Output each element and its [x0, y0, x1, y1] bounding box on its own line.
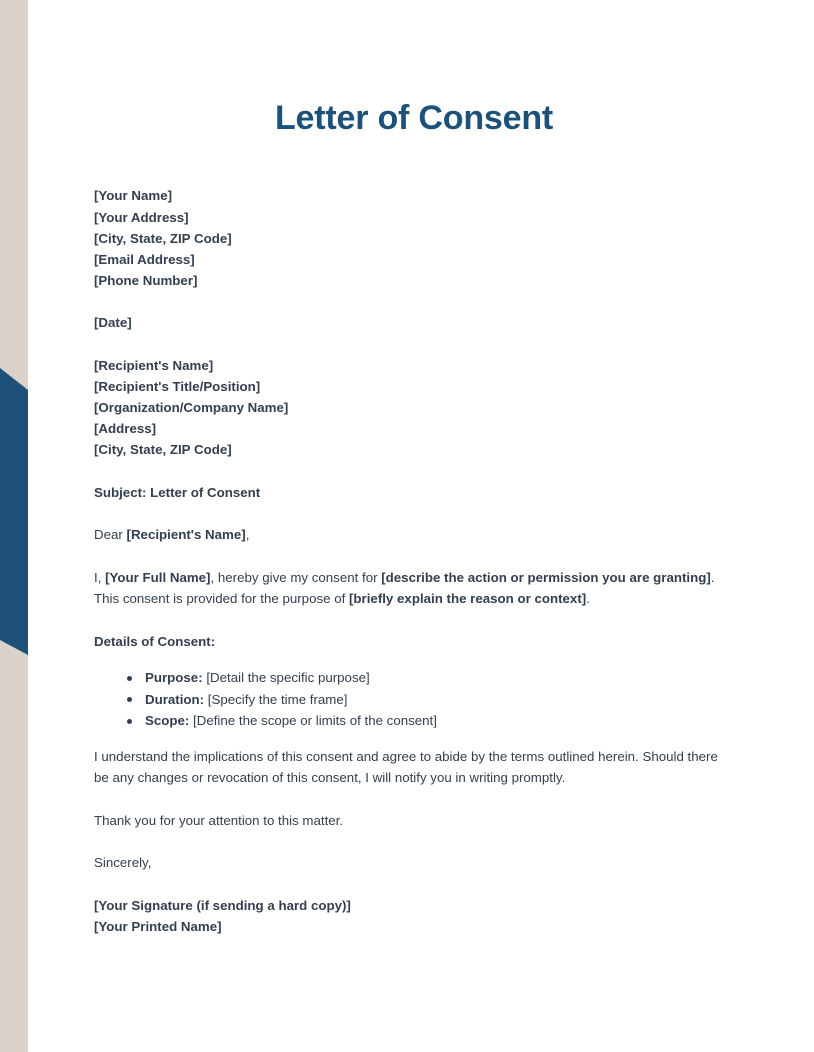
opening-seg1: I,	[94, 569, 106, 585]
spacer	[94, 610, 734, 631]
list-item-value: [Detail the specific purpose]	[206, 670, 370, 686]
sender-line: [Phone Number]	[94, 273, 198, 289]
closing-line: Sincerely,	[94, 855, 152, 871]
left-beige-band	[0, 0, 28, 1052]
document-content	[94, 0, 734, 937]
list-item	[94, 689, 734, 711]
bullet-dot-icon	[127, 697, 132, 702]
spacer	[94, 732, 734, 746]
spacer	[94, 546, 734, 567]
list-item-value: [Define the scope or limits of the consent]	[193, 713, 437, 729]
salutation-lead: Dear	[94, 527, 127, 543]
spacer	[94, 334, 734, 355]
understanding-paragraph: I understand the implications of this consent and agree to abide by the terms outlined herein. Should there be any changes or revocation of this consent, I will notify you in writing promptly.	[94, 748, 718, 786]
bullet-dot-icon	[127, 676, 132, 681]
spacer	[94, 789, 734, 810]
spacer	[94, 461, 734, 482]
opening-action-placeholder: [describe the action or permission you are granting]	[381, 569, 711, 585]
details-list	[94, 667, 734, 732]
sender-line: [Email Address]	[94, 252, 195, 267]
recipient-line: [Organization/Company Name]	[94, 400, 289, 416]
sender-line: [City, State, ZIP Code]	[94, 230, 232, 246]
recipient-line: [Address]	[94, 421, 157, 437]
thanks-paragraph: Thank you for your attention to this matter.	[94, 812, 344, 828]
bullet-dot-icon	[127, 719, 132, 724]
salutation-trail: ,	[245, 527, 250, 543]
recipient-line: [Recipient's Name]	[94, 357, 214, 373]
signature-line: [Your Printed Name]	[94, 918, 222, 934]
opening-reason-placeholder: [briefly explain the reason or context]	[349, 591, 587, 607]
opening-paragraph	[94, 567, 734, 610]
list-item-value: [Specify the time frame]	[207, 691, 348, 707]
salutation-name-placeholder: [Recipient's Name]	[126, 527, 246, 543]
recipient-line: [City, State, ZIP Code]	[94, 442, 232, 458]
sender-line: [Your Address]	[94, 209, 189, 225]
list-item	[94, 667, 734, 689]
sender-line: [Your Name]	[94, 188, 173, 204]
opening-full-name-placeholder: [Your Full Name]	[105, 569, 211, 585]
spacer	[94, 874, 734, 895]
signature-line: [Your Signature (if sending a hard copy)]	[94, 897, 351, 913]
recipient-address-block	[94, 355, 734, 461]
spacer	[94, 652, 734, 667]
opening-seg3: , hereby give my consent for	[210, 569, 382, 585]
spacer	[94, 291, 734, 312]
list-item-label: Duration:	[145, 691, 205, 707]
subject-line: Subject: Letter of Consent	[94, 484, 261, 500]
list-item-label: Scope:	[145, 713, 190, 729]
spacer	[94, 503, 734, 524]
spacer	[94, 831, 734, 852]
date-line: [Date]	[94, 315, 132, 331]
sender-address-block	[94, 185, 734, 291]
list-item-label: Purpose:	[145, 670, 203, 686]
date-block	[94, 312, 734, 333]
salutation	[94, 524, 734, 546]
recipient-line: [Recipient's Title/Position]	[94, 378, 261, 394]
opening-seg5: . This consent is provided for the purpose of	[94, 569, 715, 607]
list-item	[94, 710, 734, 732]
signature-block	[94, 895, 734, 937]
details-heading: Details of Consent:	[94, 633, 216, 649]
opening-seg7: .	[586, 591, 590, 607]
page-title: Letter of Consent	[274, 99, 554, 137]
